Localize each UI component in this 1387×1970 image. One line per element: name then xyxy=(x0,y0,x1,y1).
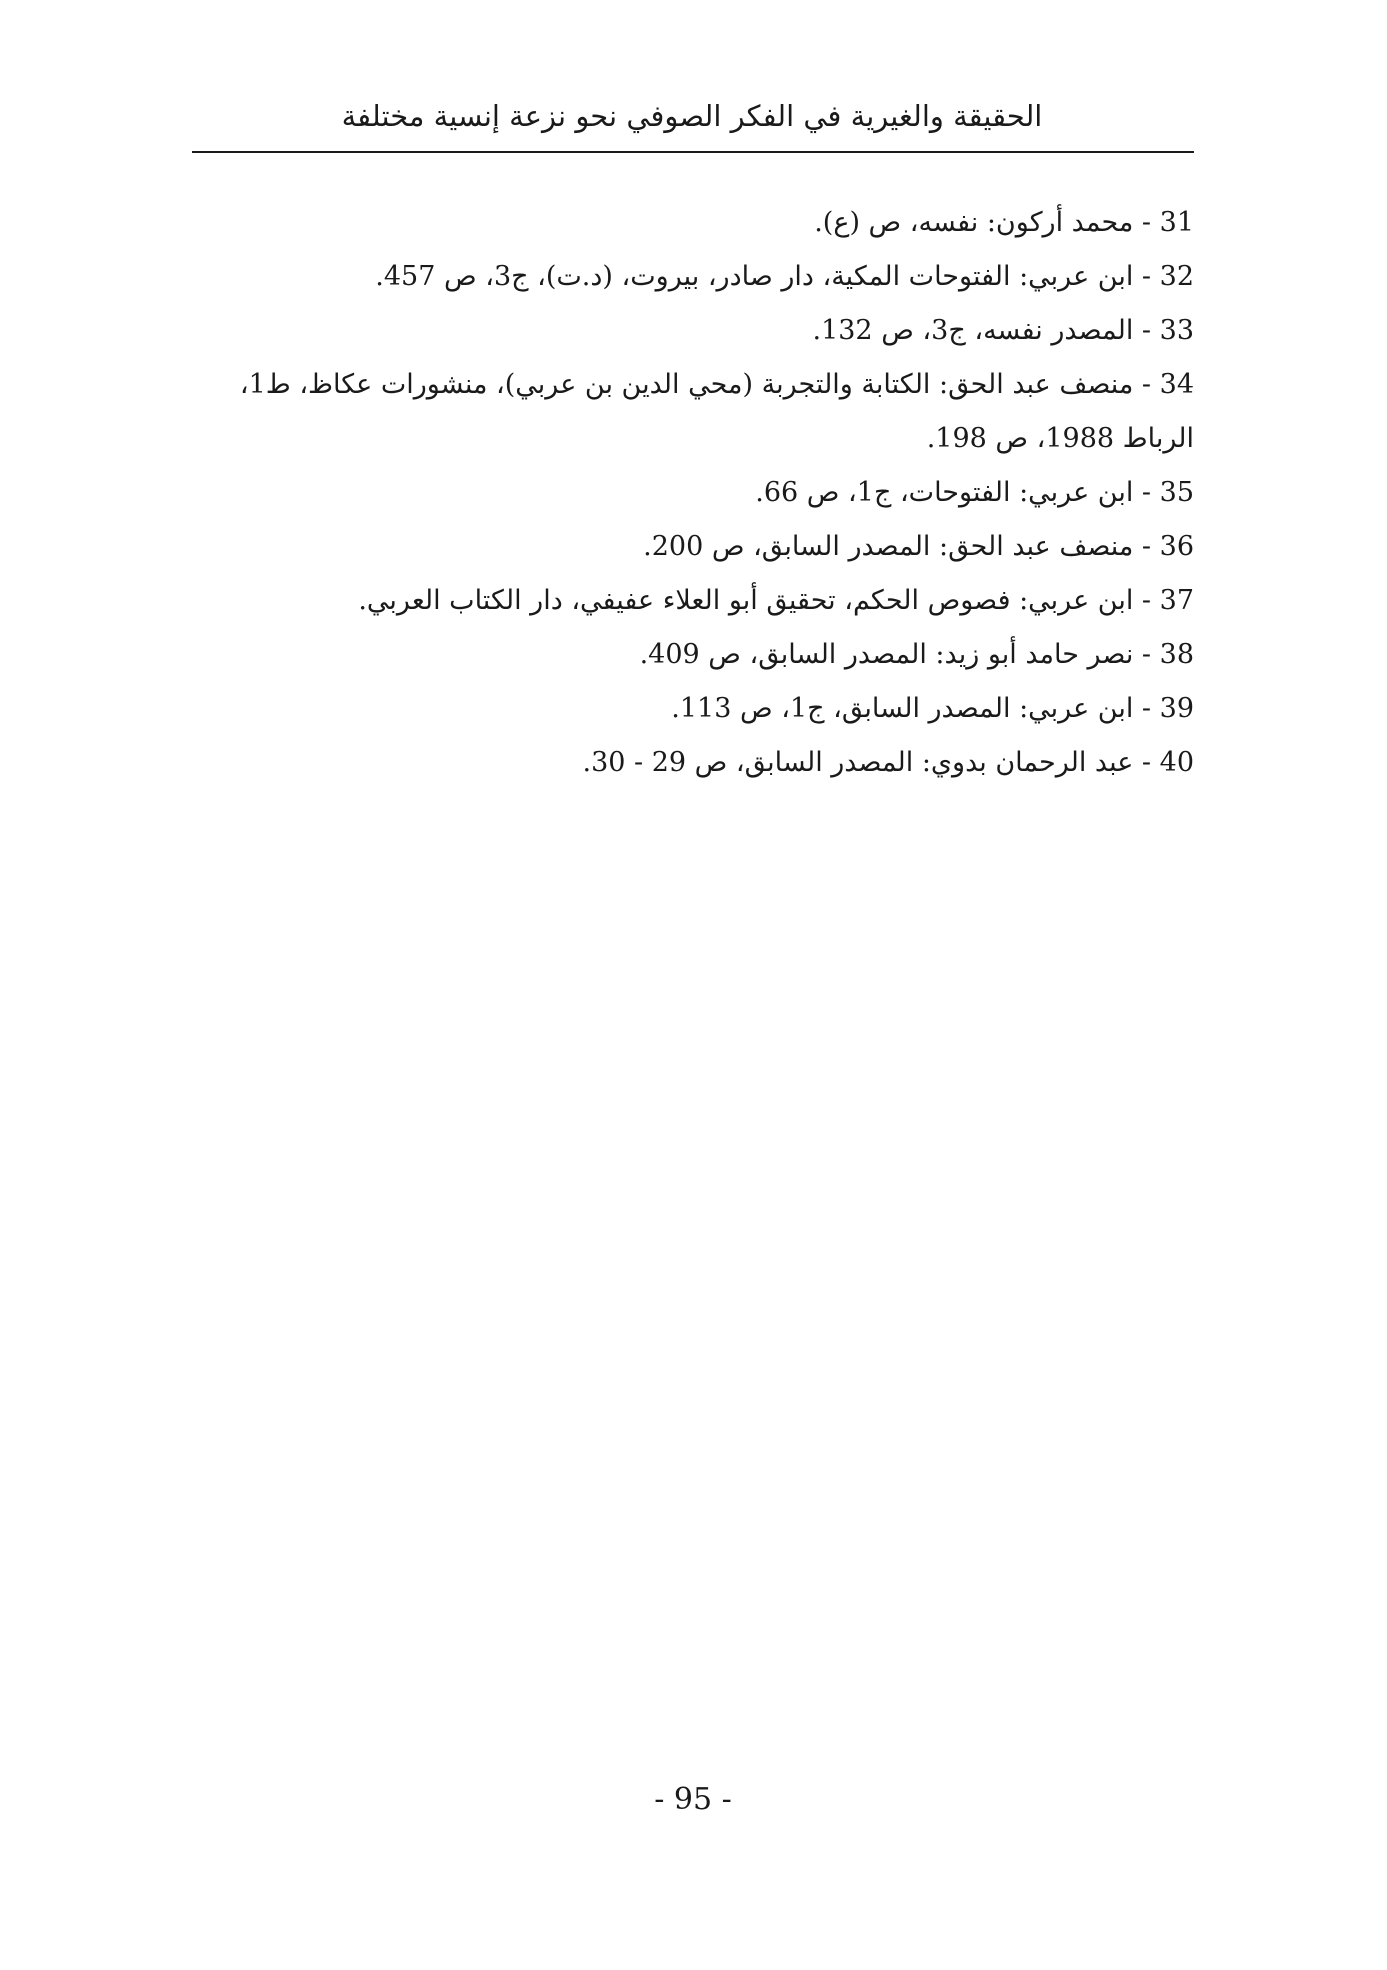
endnote-31: 31 - محمد أركون: نفسه، ص (ع). xyxy=(814,207,1194,238)
endnotes-list xyxy=(190,196,1194,790)
running-header-title: الحقيقة والغيرية في الفكر الصوفي نحو نزعة إنسية مختلفة xyxy=(341,99,1043,133)
endnote-34: 34 - منصف عبد الحق: الكتابة والتجربة (محي الدين بن عربي)، منشورات عكاظ، ط1، الرباط 1988، ص 198. xyxy=(239,369,1194,454)
endnote-38: 38 - نصر حامد أبو زيد: المصدر السابق، ص 409. xyxy=(639,639,1194,670)
header-divider xyxy=(192,151,1194,153)
endnote-32: 32 - ابن عربي: الفتوحات المكية، دار صادر، بيروت، (د.ت)، ج3، ص 457. xyxy=(375,261,1194,292)
endnote-40: 40 - عبد الرحمان بدوي: المصدر السابق، ص 29 - 30. xyxy=(582,747,1194,778)
endnote-36: 36 - منصف عبد الحق: المصدر السابق، ص 200. xyxy=(643,531,1194,562)
endnote-37: 37 - ابن عربي: فصوص الحكم، تحقيق أبو العلاء عفيفي، دار الكتاب العربي. xyxy=(358,585,1194,616)
endnote-39: 39 - ابن عربي: المصدر السابق، ج1، ص 113. xyxy=(671,693,1194,724)
endnote-33: 33 - المصدر نفسه، ج3، ص 132. xyxy=(812,315,1194,346)
endnote-35: 35 - ابن عربي: الفتوحات، ج1، ص 66. xyxy=(755,477,1194,508)
page-number: - 95 - xyxy=(654,1782,732,1817)
